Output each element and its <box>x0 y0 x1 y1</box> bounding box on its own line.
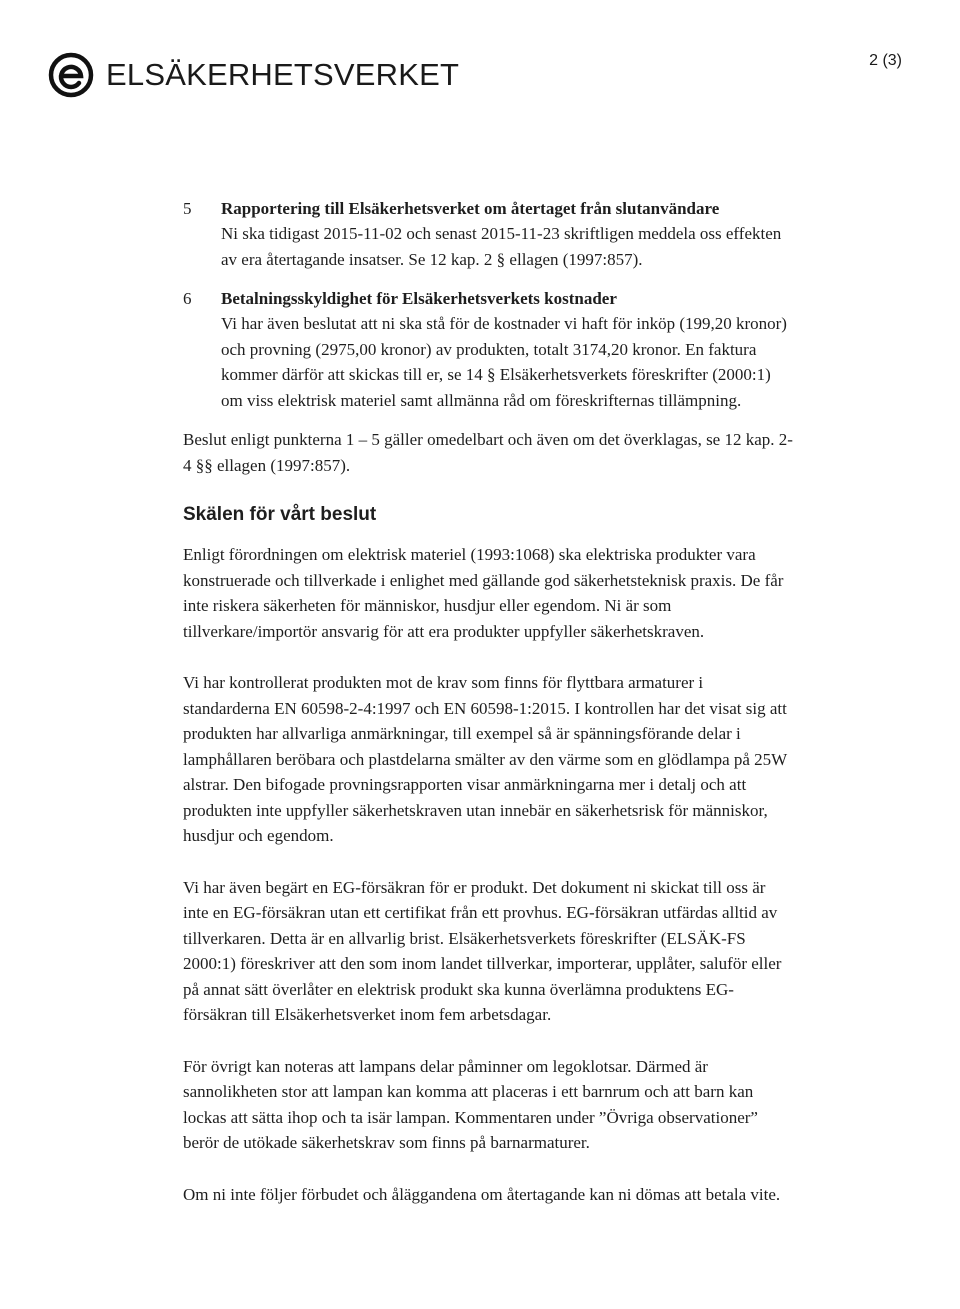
item-paragraph: Vi har även beslutat att ni ska stå för de kostnader vi haft för inköp (199,20 kronor) och provning (2975,00 kronor) av produkten, totalt 3174,20 kronor. En faktura kommer därför att skickas till er, se 14 § Elsäkerhetsverkets föreskrifter (2000:1) om viss elektrisk materiel samt allmänna råd om föreskrifternas tillämpning. <box>221 314 787 410</box>
organization-name: ELSÄKERHETSVERKET <box>106 57 460 92</box>
document-body <box>183 196 793 1233</box>
body-paragraph: Om ni inte följer förbudet och åläggandena om återtagande kan ni dömas att betala vite. <box>183 1184 781 1204</box>
item-paragraph: Ni ska tidigast 2015-11-02 och senast 2015-11-23 skriftligen meddela oss effekten av era återtagande insatser. Se 12 kap. 2 § ellagen (1997:857). <box>221 224 782 269</box>
body-paragraph: Vi har även begärt en EG-försäkran för er produkt. Det dokument ni skickat till oss är inte en EG-försäkran utan ett certifikat från ett provhus. EG-försäkran utfärdas alltid av tillverkaren. Detta är en allvarlig brist. Elsäkerhetsverkets föreskrifter (ELSÄK-FS 2000:1) föreskriver att den som inom landet tillverkar, importerar, upplåter, saluför eller på annat sätt överlåter en elektrisk produkt ska kunna överlämna produktens EG-försäkran till Elsäkerhetsverket inom fem arbetsdagar. <box>183 877 782 1024</box>
body-paragraph: För övrigt kan noteras att lampans delar påminner om legoklotsar. Därmed är sannolikheten stor att lampan kan komma att placeras i ett barnrum och att barn kan lockas att sätta ihop och ta isär lampan. Kommentaren under ”Övriga observationer” berör de utökade säkerhetskrav som finns på barnarmaturer. <box>183 1056 758 1152</box>
item-heading: Rapportering till Elsäkerhetsverket om återtaget från slutanvändare <box>221 199 720 218</box>
decision-paragraph: Beslut enligt punkterna 1 – 5 gäller omedelbart och även om det överklagas, se 12 kap. 2-4 §§ ellagen (1997:857). <box>183 430 793 475</box>
section-heading: Skälen för vårt beslut <box>183 504 377 525</box>
elsakerhetsverket-logo-icon <box>48 52 94 98</box>
item-number: 5 <box>183 199 192 218</box>
page-number: 2 (3) <box>869 52 902 69</box>
item-number: 6 <box>183 289 192 308</box>
numbered-item <box>183 286 793 413</box>
letterhead <box>48 52 459 98</box>
body-paragraph: Vi har kontrollerat produkten mot de krav som finns för flyttbara armaturer i standarderna EN 60598-2-4:1997 och EN 60598-1:2015. I kontrollen har det visat sig att produkten har allvarliga anmärkningar, till exempel så är spänningsförande delar i lamphållaren beröbara och plastdelarna smälter av den värme som en glödlampa på 25W alstrar. Den bifogade provningsrapporten visar anmärkningarna mer i detalj och att produkten inte uppfyller säkerhetskraven utan innebär en säkerhetsrisk för människor, husdjur och egendom. <box>183 673 787 845</box>
body-paragraph: Enligt förordningen om elektrisk materiel (1993:1068) ska elektriska produkter vara konstruerade och tillverkade i enlighet med gällande god säkerhetsteknisk praxis. De får inte riskera säkerheten för människor, husdjur eller egendom. Ni är som tillverkare/importör ansvarig för att era produkter uppfyller säkerhetskraven. <box>183 545 784 641</box>
item-heading: Betalningsskyldighet för Elsäkerhetsverkets kostnader <box>221 289 617 308</box>
numbered-item <box>183 196 793 272</box>
